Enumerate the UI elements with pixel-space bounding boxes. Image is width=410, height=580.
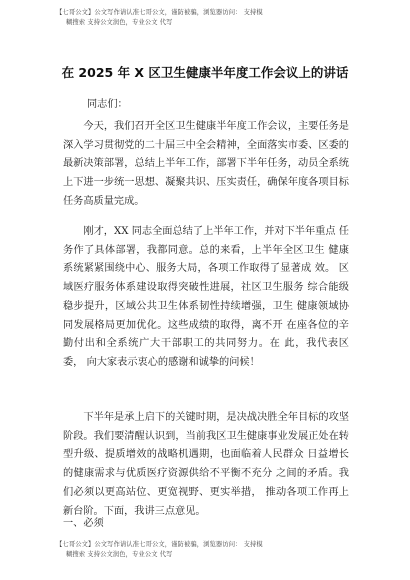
paragraph-text: 刚才，XX 同志全面总结了上半年工作，并对下半年重点 任务作了具体部署，我都同意。总的来看，上半年全区卫生 健康系统紧紧围绕中心、服务大局，各项工作取得了显著成 效。 区域医疗服务体系建设取得突破性进展，社区卫生服务 综合能级稳步提升，区域公共卫生体系韧性持续增强，卫生 健康领域协同发展格局更加优化。这些成绩的取得，离不开 在座各位的辛勤付出和全系统广大干部职工的共同努力。在 此，我代表区委， 向大家表示衷心的感谢和诚挚的问候！: [63, 226, 349, 368]
banner-line-2: 糊搜索 支持公文润色，专业公文 代写: [66, 19, 173, 26]
paragraph-text: 今天，我们召开全区卫生健康半年度工作会议，主要任务是深入学习贯彻党的二十届三中全会精神，全面落实市委、区委的最新决策部署，总结上半年工作，部署下半年任务，动员全系统上下进一步统一思想、凝聚共识、压实责任，确保年度各项目标任务高质量完成。: [63, 121, 349, 207]
banner-line-1: 【七哥公文】公文写作请认准七哥公文，谨防被骗，浏览器访问： 支持模: [56, 541, 263, 548]
banner-line-2: 糊搜索 支持公文润色，专业公文 代写: [66, 551, 173, 558]
paragraph-text: 下半年是承上启下的关键时期，是决战决胜全年目标的攻坚阶段。我们要清醒认识到，当前我区卫生健康事业发展正处在转型升级、提质增效的战略机遇期，也面临着人民群众 日益增长的健康需求与优质医疗资源供给不平衡不充分 之间的矛盾。我们必须以更高站位、更宽视野、更实举措， 推动各项工作再上新台阶。下面，我讲三点意见。: [63, 412, 349, 517]
document-title: 在 2025 年 X 区卫生健康半年度工作会议上的讲话: [61, 65, 349, 80]
banner-line-1: 【七哥公文】公文写作请认准七哥公文，谨防被骗，浏览器访问： 支持模: [56, 9, 263, 16]
salutation: 同志们：: [87, 99, 128, 110]
paragraph-1: [63, 118, 349, 212]
paragraph-3: [63, 409, 349, 521]
section-heading: 一、必须: [63, 518, 104, 529]
footer-watermark-banner: [56, 540, 376, 560]
header-watermark-banner: [56, 8, 376, 28]
paragraph-2: [63, 223, 349, 373]
